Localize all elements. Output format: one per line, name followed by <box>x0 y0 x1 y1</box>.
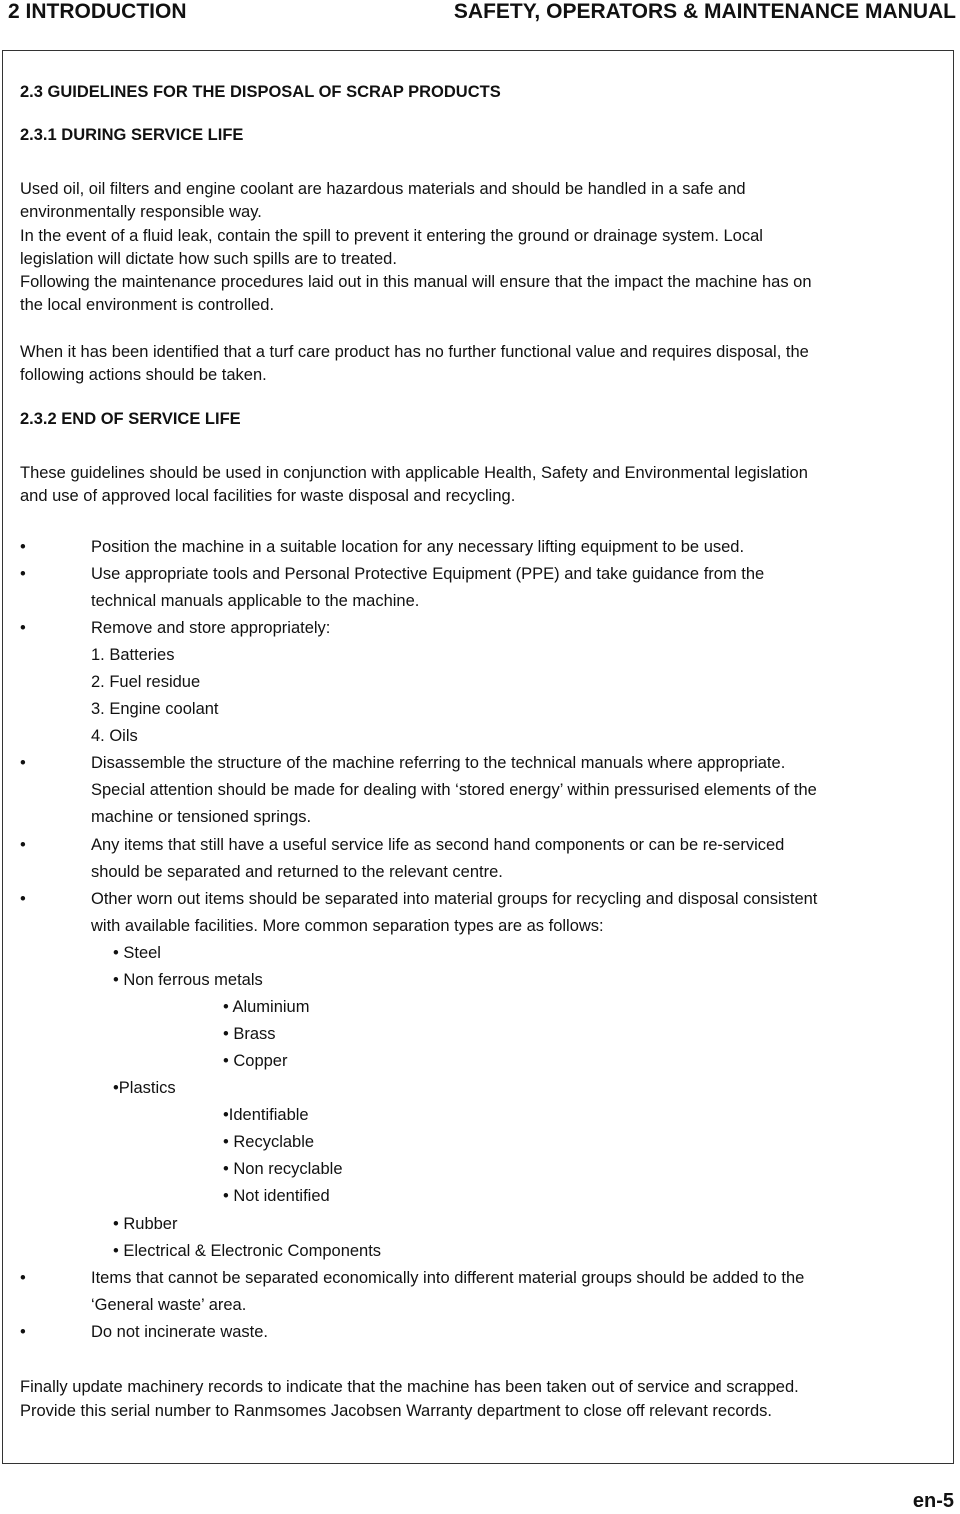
material-item: • Non ferrous metals <box>113 971 263 989</box>
bullet-icon: • <box>20 1323 26 1341</box>
store-list-item: 3. Engine coolant <box>91 700 219 718</box>
paragraph-line: following actions should be taken. <box>20 366 267 384</box>
paragraph-line: Used oil, oil filters and engine coolant are hazardous materials and should be handled in a safe and <box>20 180 746 198</box>
closing-line: Finally update machinery records to indicate that the machine has been taken out of service and scrapped. <box>20 1378 799 1396</box>
bullet-icon: • <box>20 890 26 908</box>
store-list-item: 1. Batteries <box>91 646 175 664</box>
material-item: • Steel <box>113 944 161 962</box>
list-item: Do not incinerate waste. <box>91 1323 269 1341</box>
subsection-title-during-service: 2.3.1 DURING SERVICE LIFE <box>20 126 244 144</box>
material-subitem: • Not identified <box>223 1187 330 1205</box>
bullet-icon: • <box>20 619 26 637</box>
material-subitem: • Non recyclable <box>223 1160 343 1178</box>
material-item: •Plastics <box>113 1079 176 1097</box>
paragraph-line: environmentally responsible way. <box>20 203 262 221</box>
bullet-icon: • <box>20 836 26 854</box>
list-item: Use appropriate tools and Personal Protective Equipment (PPE) and take guidance from the <box>91 565 765 583</box>
header-section: 2 INTRODUCTION <box>8 0 187 23</box>
paragraph-line: the local environment is controlled. <box>20 296 275 314</box>
list-item-continuation: should be separated and returned to the relevant centre. <box>91 863 503 881</box>
list-item: Remove and store appropriately: <box>91 619 331 637</box>
list-item-continuation: technical manuals applicable to the machine. <box>91 592 420 610</box>
material-item: • Electrical & Electronic Components <box>113 1242 382 1260</box>
list-item-continuation: ‘General waste’ area. <box>91 1296 247 1314</box>
paragraph-line: legislation will dictate how such spills are to treated. <box>20 250 397 268</box>
list-item: Any items that still have a useful service life as second hand components or can be re-serviced <box>91 836 785 854</box>
section-title: 2.3 GUIDELINES FOR THE DISPOSAL OF SCRAP PRODUCTS <box>20 83 501 101</box>
subsection-title-end-of-life: 2.3.2 END OF SERVICE LIFE <box>20 410 241 428</box>
paragraph-line: and use of approved local facilities for waste disposal and recycling. <box>20 487 516 505</box>
bullet-icon: • <box>20 538 26 556</box>
list-item-continuation: with available facilities. More common separation types are as follows: <box>91 917 604 935</box>
material-subitem: • Recyclable <box>223 1133 315 1151</box>
list-item-continuation: machine or tensioned springs. <box>91 808 312 826</box>
store-list-item: 2. Fuel residue <box>91 673 201 691</box>
paragraph-line: Following the maintenance procedures laid out in this manual will ensure that the impact the machine has on <box>20 273 812 291</box>
header-manual-title: SAFETY, OPERATORS & MAINTENANCE MANUAL <box>453 0 956 23</box>
list-item: Other worn out items should be separated into material groups for recycling and disposal consistent <box>91 890 818 908</box>
bullet-icon: • <box>20 565 26 583</box>
list-item-continuation: Special attention should be made for dealing with ‘stored energy’ within pressurised elements of the <box>91 781 817 799</box>
paragraph-line: When it has been identified that a turf care product has no further functional value and requires disposal, the <box>20 343 809 361</box>
material-subitem: • Aluminium <box>223 998 310 1016</box>
material-subitem: • Brass <box>223 1025 276 1043</box>
closing-line: Provide this serial number to Ranmsomes Jacobsen Warranty department to close off relevant records. <box>20 1402 773 1420</box>
paragraph-line: These guidelines should be used in conjunction with applicable Health, Safety and Environmental legislation <box>20 464 808 482</box>
bullet-icon: • <box>20 1269 26 1287</box>
material-item: • Rubber <box>113 1215 178 1233</box>
material-subitem: • Copper <box>223 1052 288 1070</box>
list-item: Disassemble the structure of the machine referring to the technical manuals where appropriate. <box>91 754 786 772</box>
material-subitem: •Identifiable <box>223 1106 309 1124</box>
list-item: Items that cannot be separated economically into different material groups should be added to the <box>91 1269 805 1287</box>
store-list-item: 4. Oils <box>91 727 138 745</box>
list-item: Position the machine in a suitable location for any necessary lifting equipment to be used. <box>91 538 745 556</box>
paragraph-line: In the event of a fluid leak, contain the spill to prevent it entering the ground or drainage system. Local <box>20 227 763 245</box>
page-number: en-5 <box>912 1490 954 1512</box>
bullet-icon: • <box>20 754 26 772</box>
